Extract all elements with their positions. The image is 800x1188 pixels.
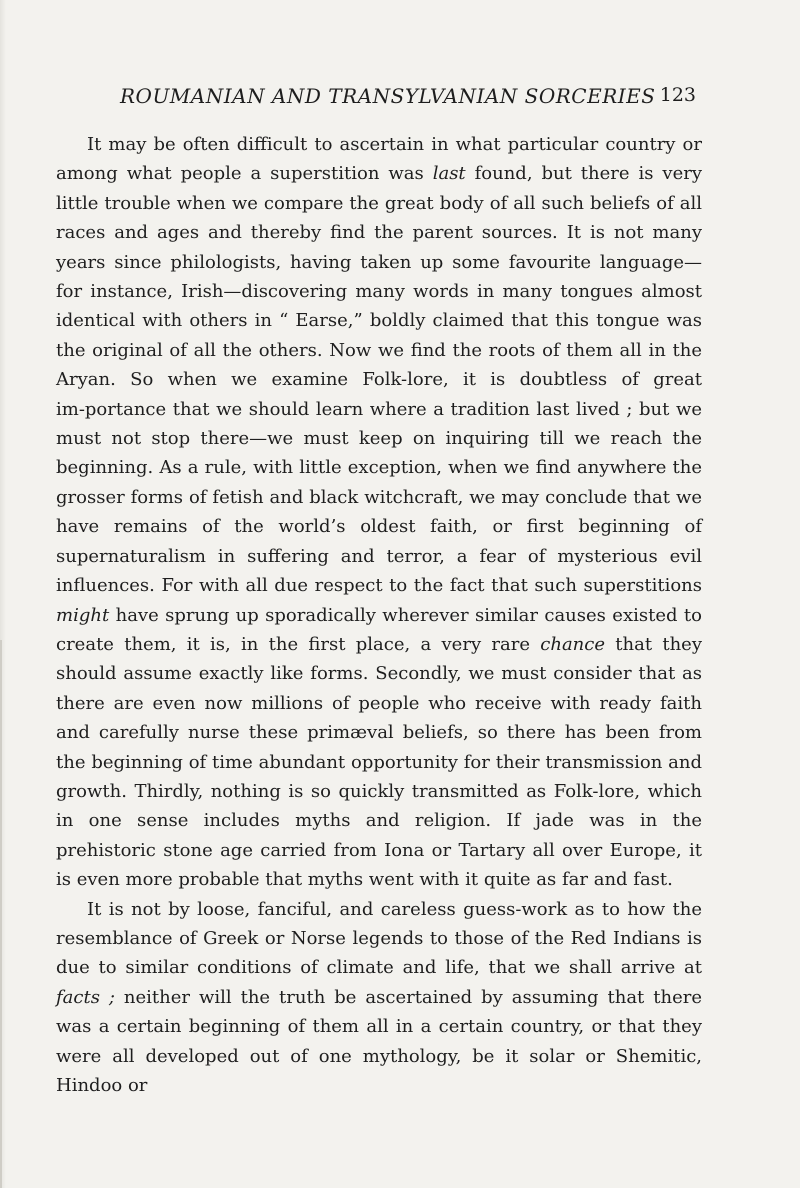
italic-emphasis: facts ; xyxy=(56,986,115,1008)
paragraph xyxy=(56,130,702,895)
paragraph-text: that they should assume exactly like forms. Secondly, we must consider that as there are even now millions of people who receive with ready faith and carefully nurse these primæval beliefs, so there has been from the beginning of time abundant opportunity for their transmission and growth. Thirdly, nothing is so quickly transmitted as Folk-lore, which in one sense includes myths and religion. If jade was in the prehistoric stone age carried from Iona or Tartary all over Europe, it is even more probable that myths went with it quite as far and fast. xyxy=(56,633,702,891)
italic-emphasis: might xyxy=(56,604,110,626)
paragraph xyxy=(56,895,702,1101)
paragraph-text: It is not by loose, fanciful, and careless guess-work as to how the resemblance of Greek or Norse legends to those of the Red Indians is due to similar conditions of climate and life, that we shall arrive at xyxy=(56,898,702,979)
running-head xyxy=(56,84,696,114)
italic-emphasis: last xyxy=(432,163,466,185)
paragraph-text: found, but there is very little trouble when we compare the great body of all such beliefs of all races and ages and thereby find the parent sources. It is not many years since philologists, having taken up some favourite language—for instance, Irish—discovering many words in many tongues almost identical with others in “ Earse,” boldly claimed that this tongue was the original of all the others. Now we find the roots of them all in the Aryan. So when we examine Folk-lore, it is doubtless of great im‑portance that we should learn where a tradition last lived ; but we must not stop there—we must keep on inquiring till we reach the beginning. As a rule, with little exception, when we find anywhere the grosser forms of fetish and black witchcraft, we may conclude that we have remains of the world’s oldest faith, or first beginning of supernaturalism in suffering and terror, a fear of mysterious evil influences. For with all due respect to the fact that such superstitions xyxy=(56,163,702,597)
body-text xyxy=(56,130,702,1100)
paragraph-text: have sprung up sporadically wherever similar causes existed to create them, it is, in the first place, a very rare xyxy=(56,604,702,655)
italic-emphasis: chance xyxy=(540,633,605,655)
page-edge-line xyxy=(0,640,2,1188)
page-number: 123 xyxy=(659,84,696,106)
paragraph-text: It may be often difficult to ascertain in what particular country or among what people a superstition was xyxy=(56,134,702,185)
running-title: ROUMANIAN AND TRANSYLVANIAN SORCERIES xyxy=(120,84,656,108)
paragraph-text: neither will the truth be ascertained by assuming that there was a certain beginning of them all in a certain country, or that they were all developed out of one mythology, be it solar or Shemitic, Hindoo or xyxy=(56,986,702,1096)
